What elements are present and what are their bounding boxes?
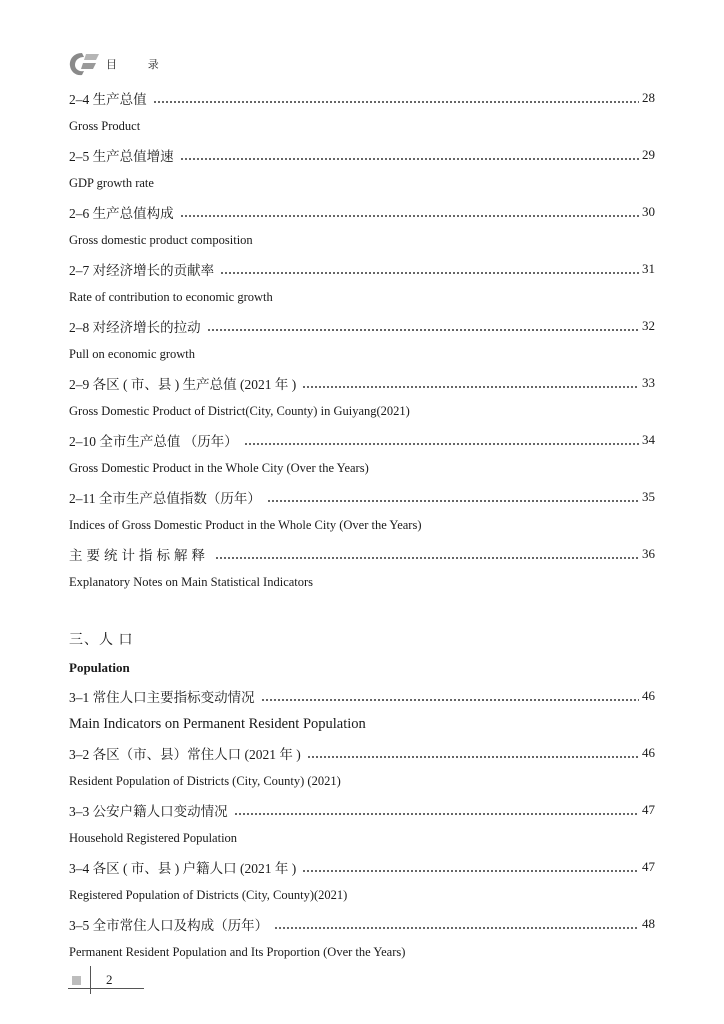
dot-leader (261, 690, 639, 702)
toc-entry-3-2[interactable] (69, 739, 655, 796)
page-number: 47 (642, 859, 655, 874)
dot-leader (244, 434, 639, 446)
dot-leader (274, 918, 639, 930)
page-number: 31 (642, 261, 655, 276)
dot-leader (153, 92, 639, 104)
entry-title-en: Gross Domestic Product of District(City, County) in Guiyang(2021) (69, 404, 410, 418)
dot-leader (207, 320, 639, 332)
dot-leader (220, 263, 639, 275)
entry-title-en: Indices of Gross Domestic Product in the Whole City (Over the Years) (69, 518, 422, 532)
toc-entry-2-4[interactable] (69, 84, 655, 141)
section-title-en: Population (69, 659, 130, 675)
footer-page-number: 2 (106, 972, 113, 987)
entry-title-en: Registered Population of Districts (City, County)(2021) (69, 888, 348, 902)
page-footer (68, 966, 148, 996)
toc-entry-2-6[interactable] (69, 198, 655, 255)
page-number: 33 (642, 375, 655, 390)
page-number: 28 (642, 90, 655, 105)
section-spacer (69, 597, 655, 625)
entry-title-zh: 2–7 对经济增长的贡献率 (69, 263, 215, 278)
entry-title-zh: 2–9 各区 ( 市、县 ) 生产总值 (2021 年 ) (69, 377, 297, 392)
logo-icon (68, 50, 100, 78)
entry-title-en: Rate of contribution to economic growth (69, 290, 273, 304)
section-title-zh: 三、人 口 (69, 633, 134, 648)
entry-title-zh: 3–5 全市常住人口及构成（历年） (69, 918, 269, 933)
header-title: 目 录 (106, 59, 173, 71)
footer-square-icon (72, 976, 81, 985)
entry-title-zh: 2–11 全市生产总值指数（历年） (69, 491, 261, 506)
table-of-contents (69, 84, 655, 967)
footer-divider-horizontal (68, 988, 144, 989)
entry-title-en: Pull on economic growth (69, 347, 196, 361)
entry-title-en: Gross Product (69, 119, 141, 133)
page-number: 46 (642, 688, 655, 703)
entry-title-zh: 3–1 常住人口主要指标变动情况 (69, 690, 255, 705)
dot-leader (302, 377, 639, 389)
page-number: 29 (642, 147, 655, 162)
entry-title-en: Household Registered Population (69, 831, 238, 845)
toc-entry-2-10[interactable] (69, 426, 655, 483)
dot-leader (234, 804, 639, 816)
dot-leader (215, 548, 639, 560)
page-number: 46 (642, 745, 655, 760)
toc-entry-2-9[interactable] (69, 369, 655, 426)
entry-title-en: Gross Domestic Product in the Whole City (Over the Years) (69, 461, 369, 475)
page-number: 35 (642, 489, 655, 504)
entry-title-zh: 2–8 对经济增长的拉动 (69, 320, 201, 335)
toc-entry-2-7[interactable] (69, 255, 655, 312)
entry-title-en: Permanent Resident Population and Its Proportion (Over the Years) (69, 945, 406, 959)
toc-entry-3-3[interactable] (69, 796, 655, 853)
page-header (68, 50, 268, 80)
dot-leader (180, 149, 639, 161)
page-number: 48 (642, 916, 655, 931)
entry-title-en: Main Indicators on Permanent Resident Population (69, 716, 366, 732)
toc-entry-notes[interactable] (69, 540, 655, 597)
toc-entry-3-4[interactable] (69, 853, 655, 910)
entry-title-en: Gross domestic product composition (69, 233, 253, 247)
entry-title-zh: 2–5 生产总值增速 (69, 149, 174, 164)
entry-title-zh: 2–6 生产总值构成 (69, 206, 174, 221)
dot-leader (180, 206, 639, 218)
toc-entry-3-1[interactable] (69, 682, 655, 739)
page-number: 34 (642, 432, 655, 447)
page-number: 30 (642, 204, 655, 219)
toc-entry-2-8[interactable] (69, 312, 655, 369)
toc-entry-2-11[interactable] (69, 483, 655, 540)
dot-leader (267, 491, 639, 503)
entry-title-en: Explanatory Notes on Main Statistical Indicators (69, 575, 314, 589)
entry-title-zh: 3–3 公安户籍人口变动情况 (69, 804, 228, 819)
dot-leader (302, 861, 639, 873)
entry-title-zh: 3–4 各区 ( 市、县 ) 户籍人口 (2021 年 ) (69, 861, 297, 876)
entry-title-zh: 3–2 各区（市、县）常住人口 (2021 年 ) (69, 747, 301, 762)
page-number: 36 (642, 546, 655, 561)
page-number: 32 (642, 318, 655, 333)
page-number: 47 (642, 802, 655, 817)
entry-title-en: Resident Population of Districts (City, County) (2021) (69, 774, 341, 788)
entry-title-zh: 2–4 生产总值 (69, 92, 147, 107)
entry-title-zh: 2–10 全市生产总值 （历年） (69, 434, 238, 449)
footer-divider-vertical (90, 966, 91, 994)
toc-entry-2-5[interactable] (69, 141, 655, 198)
entry-title-zh: 主要统计指标解释 (69, 548, 209, 563)
entry-title-en: GDP growth rate (69, 176, 154, 190)
toc-entry-3-5[interactable] (69, 910, 655, 967)
dot-leader (307, 747, 639, 759)
